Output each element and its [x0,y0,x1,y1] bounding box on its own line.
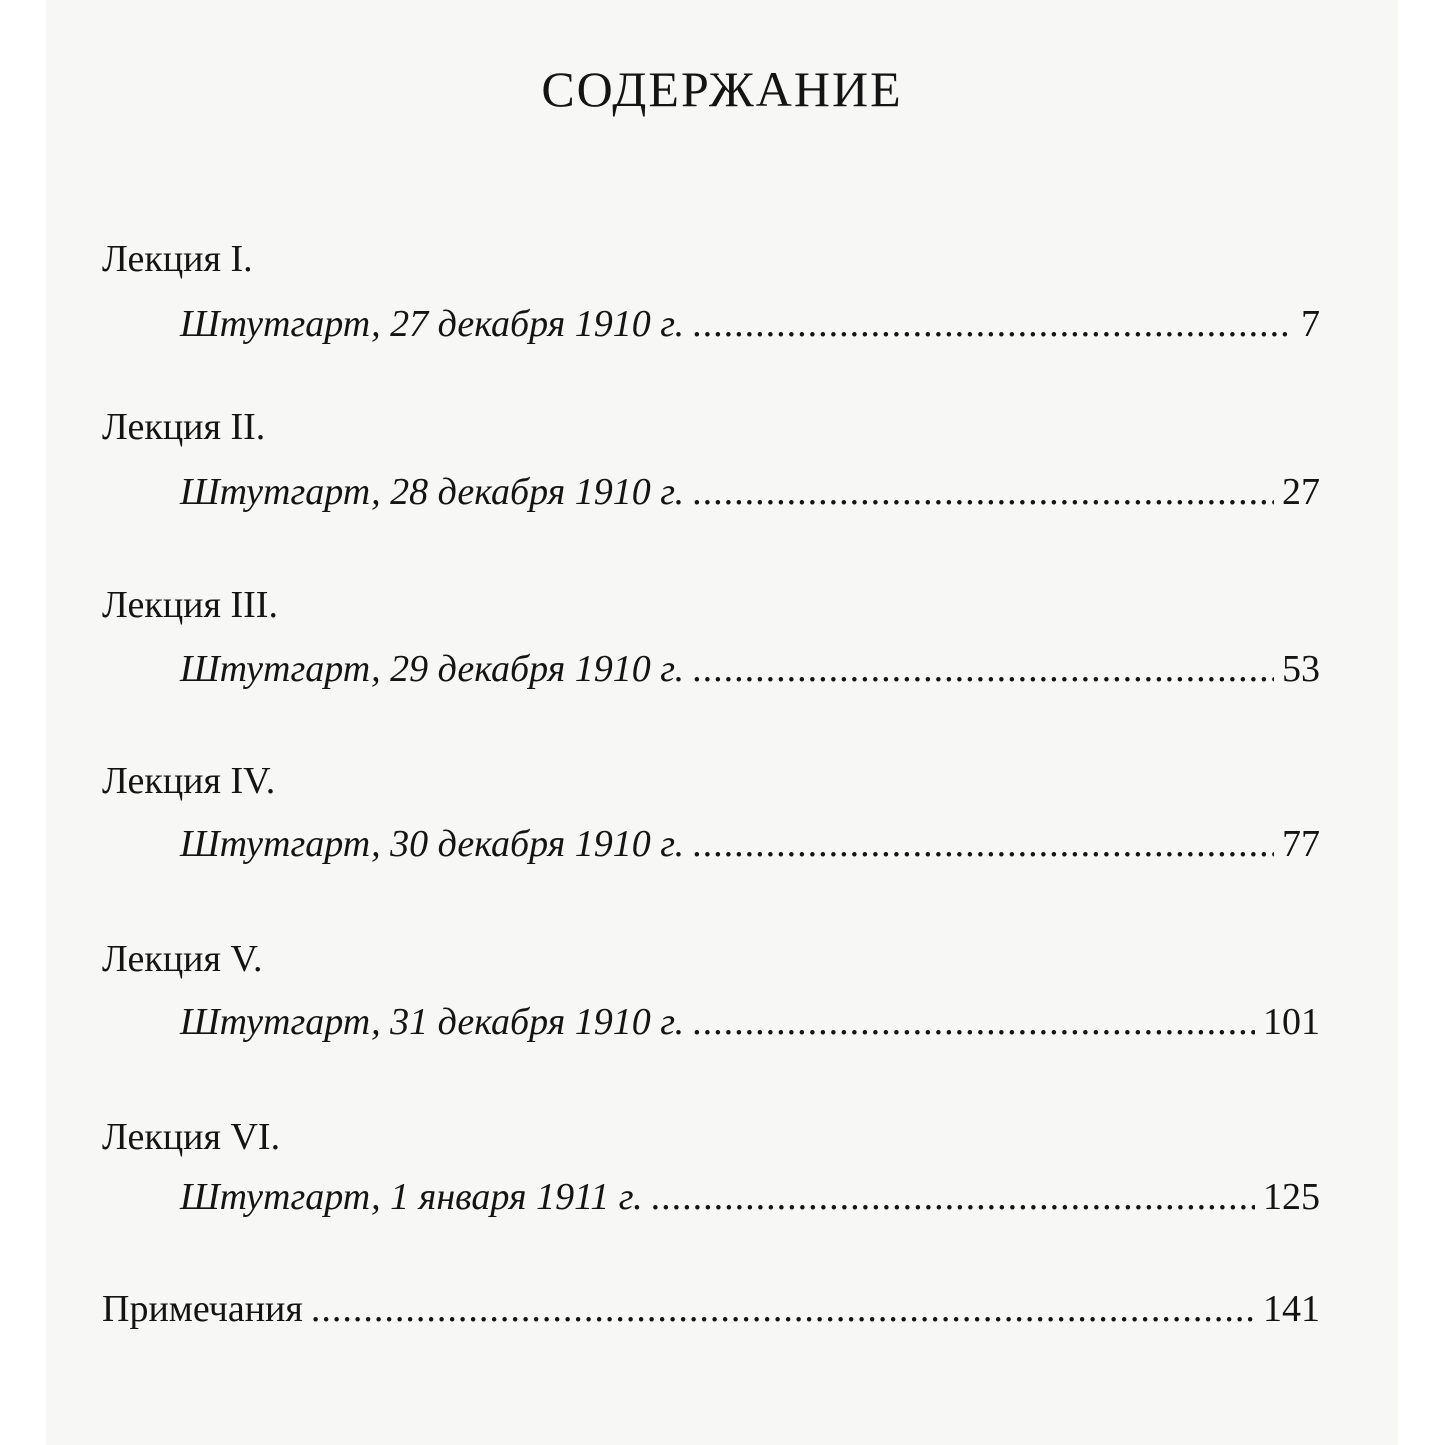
toc-notes-label: Примечания [102,1288,303,1330]
toc-entry-label: Лекция III. [102,584,278,626]
toc-entry-subtitle: Штутгарт, 1 января 1911 г. [180,1176,643,1218]
dot-leader [311,1290,1255,1328]
toc-page-number: 125 [1263,1176,1320,1218]
toc-page-number: 27 [1282,471,1320,513]
toc-entry-label: Лекция VI. [102,1116,281,1158]
toc-entry-line [180,1178,1320,1216]
toc-entry-subtitle: Штутгарт, 29 декабря 1910 г. [180,648,685,690]
toc-page-number: 7 [1301,303,1320,345]
toc-entry-subtitle: Штутгарт, 28 декабря 1910 г. [180,471,685,513]
toc-entry-subtitle: Штутгарт, 30 декабря 1910 г. [180,823,685,865]
toc-page-number: 101 [1263,1001,1320,1043]
book-page [46,0,1398,1445]
toc-entry-line [180,650,1320,688]
toc-entry-subtitle: Штутгарт, 31 декабря 1910 г. [180,1001,685,1043]
dot-leader [692,825,1274,863]
dot-leader [692,650,1274,688]
toc-entry-label: Лекция IV. [102,760,276,802]
toc-entry-label: Лекция V. [102,938,263,980]
toc-entry-line [180,825,1320,863]
toc-page-number: 53 [1282,648,1320,690]
page-title: СОДЕРЖАНИЕ [541,61,903,117]
toc-entry-label: Лекция II. [102,406,266,448]
dot-leader [692,473,1274,511]
toc-entry-line [180,1003,1320,1041]
toc-entry-subtitle: Штутгарт, 27 декабря 1910 г. [180,303,685,345]
dot-leader [692,305,1293,343]
dot-leader [651,1178,1255,1216]
toc-entry-line [180,473,1320,511]
toc-notes-line [102,1290,1320,1328]
toc-page-number: 141 [1263,1288,1320,1330]
dot-leader [692,1003,1255,1041]
toc-page-number: 77 [1282,823,1320,865]
toc-entry-label: Лекция I. [102,238,253,280]
toc-entry-line [180,305,1320,343]
